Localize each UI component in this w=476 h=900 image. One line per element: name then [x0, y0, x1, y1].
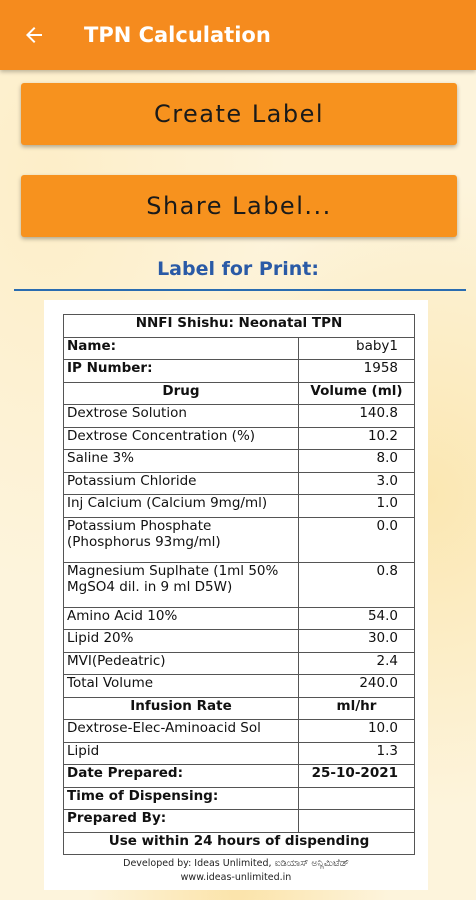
tpn-label-table	[63, 314, 415, 855]
total-volume-row	[64, 675, 415, 698]
developer-credit: Developed by: Ideas Unlimited, ಐಡಿಯಾಸ್ ಅನ್ಲಿಮಿಟೆಡ್	[123, 858, 349, 869]
time-of-dispensing-row	[64, 787, 415, 810]
label-heading-row	[64, 315, 415, 338]
table-row	[64, 495, 415, 518]
time-of-dispensing-label: Time of Dispensing:	[64, 787, 299, 810]
drug-header-row	[64, 382, 415, 405]
prepared-by-value	[299, 810, 415, 833]
name-value: baby1	[299, 337, 415, 360]
table-row	[64, 562, 415, 607]
table-row	[64, 405, 415, 428]
table-row	[64, 607, 415, 630]
arrow-left-icon[interactable]	[22, 23, 46, 47]
rate-value: 10.0	[299, 720, 415, 743]
infusion-rate-header: Infusion Rate	[64, 697, 299, 720]
infusion-rate-header-row	[64, 697, 415, 720]
page-title: TPN Calculation	[84, 23, 271, 47]
table-row	[64, 720, 415, 743]
table-row	[64, 652, 415, 675]
drug-volume: 0.0	[299, 517, 415, 562]
drug-volume: 10.2	[299, 427, 415, 450]
rate-value: 1.3	[299, 742, 415, 765]
rate-name: Dextrose-Elec-Aminoacid Sol	[64, 720, 299, 743]
table-row	[64, 517, 415, 562]
ip-number-row	[64, 360, 415, 383]
label-heading: NNFI Shishu: Neonatal TPN	[64, 315, 415, 338]
label-for-print-heading: Label for Print:	[157, 258, 319, 280]
use-within-row	[64, 832, 415, 855]
drug-name: Inj Calcium (Calcium 9mg/ml)	[64, 495, 299, 518]
share-label-button[interactable]: Share Label...	[21, 175, 457, 237]
volume-header: Volume (ml)	[299, 382, 415, 405]
drug-name: Dextrose Concentration (%)	[64, 427, 299, 450]
drug-volume: 3.0	[299, 472, 415, 495]
drug-name: Amino Acid 10%	[64, 607, 299, 630]
divider	[14, 289, 466, 291]
drug-name: Potassium Chloride	[64, 472, 299, 495]
table-row	[64, 427, 415, 450]
date-prepared-label: Date Prepared:	[64, 765, 299, 788]
ip-number-value: 1958	[299, 360, 415, 383]
date-prepared-row	[64, 765, 415, 788]
drug-name: Lipid 20%	[64, 630, 299, 653]
drug-volume: 0.8	[299, 562, 415, 607]
name-label: Name:	[64, 337, 299, 360]
drug-volume: 240.0	[299, 675, 415, 698]
drug-name: Saline 3%	[64, 450, 299, 473]
drug-name: Total Volume	[64, 675, 299, 698]
drug-name: Dextrose Solution	[64, 405, 299, 428]
drug-volume: 30.0	[299, 630, 415, 653]
prepared-by-label: Prepared By:	[64, 810, 299, 833]
drug-name: Potassium Phosphate (Phosphorus 93mg/ml)	[64, 517, 299, 562]
drug-name: MVI(Pedeatric)	[64, 652, 299, 675]
drug-name: Magnesium Suplhate (1ml 50% MgSO4 dil. in 9 ml D5W)	[64, 562, 299, 607]
ip-number-label: IP Number:	[64, 360, 299, 383]
table-row	[64, 742, 415, 765]
prepared-by-row	[64, 810, 415, 833]
app-bar	[0, 0, 476, 70]
name-row	[64, 337, 415, 360]
use-within-note: Use within 24 hours of dispending	[64, 832, 415, 855]
date-prepared-value: 25-10-2021	[299, 765, 415, 788]
drug-header: Drug	[64, 382, 299, 405]
drug-volume: 8.0	[299, 450, 415, 473]
drug-volume: 140.8	[299, 405, 415, 428]
create-label-button[interactable]: Create Label	[21, 83, 457, 145]
rate-name: Lipid	[64, 742, 299, 765]
drug-volume: 1.0	[299, 495, 415, 518]
drug-volume: 54.0	[299, 607, 415, 630]
table-row	[64, 630, 415, 653]
table-row	[64, 472, 415, 495]
table-row	[64, 450, 415, 473]
time-of-dispensing-value	[299, 787, 415, 810]
drug-volume: 2.4	[299, 652, 415, 675]
rate-unit-header: ml/hr	[299, 697, 415, 720]
website-link[interactable]: www.ideas-unlimited.in	[180, 872, 292, 883]
